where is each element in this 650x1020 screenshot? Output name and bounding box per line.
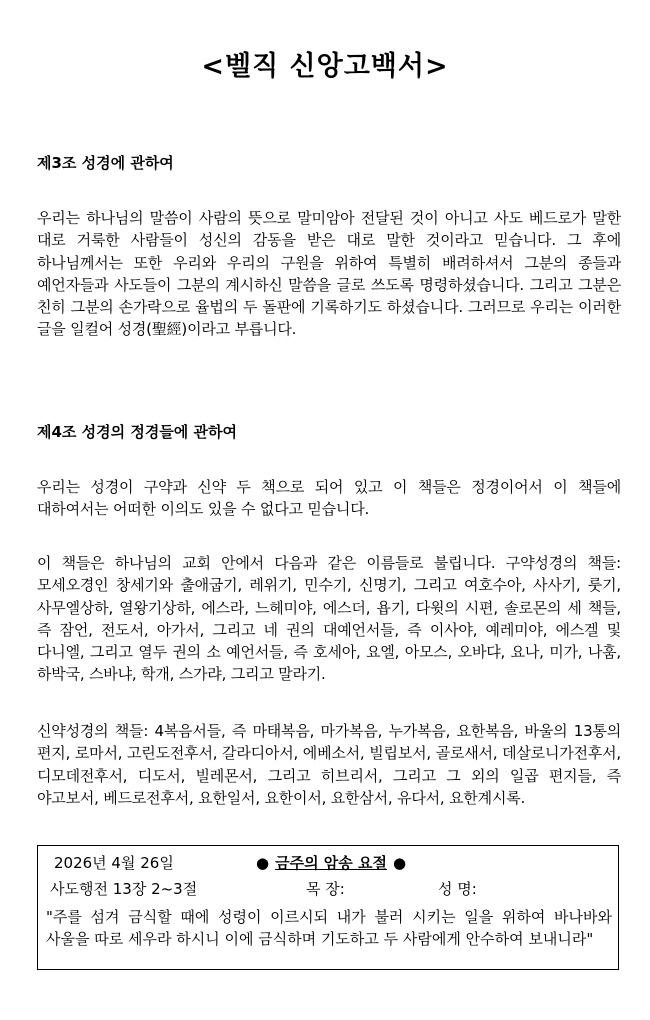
page-title: <벨직 신앙고백서> — [201, 51, 449, 82]
memo-date: 2026년 4월 26일 — [54, 854, 174, 872]
bullet-icon: ● — [256, 854, 270, 872]
memory-verse-box — [37, 845, 619, 970]
bullet-icon: ● — [392, 854, 407, 872]
memo-pastor-label: 목 장: — [306, 880, 345, 898]
article3-heading: 제3조 성경에 관하여 — [37, 154, 174, 172]
article4-paragraph-3: 신약성경의 책들: 4복음서들, 즉 마태복음, 마가복음, 누가복음, 요한복음, 바울의 13통의 편지, 로마서, 고린도전후서, 갈라디아서, 에베소서, 빌립보서, 골로새서, 데살로니가전후서, 디모데전후서, 디도서, 빌레몬서, 그리고 히브리서, 그리고 그 외의 일곱 편지들, 즉 야고보서, 베드로전후서, 요한일서, 요한이서, 요한삼서, 유다서, 요한계시록. — [37, 722, 621, 807]
memo-title-text: 금주의 암송 요절 — [275, 854, 387, 872]
memo-name-label: 성 명: — [438, 880, 477, 898]
article4-heading: 제4조 성경의 정경들에 관하여 — [37, 423, 237, 441]
article4-paragraph-2: 이 책들은 하나님의 교회 안에서 다음과 같은 이름들로 불립니다. 구약성경의 책들: 모세오경인 창세기와 출애굽기, 레위기, 민수기, 신명기, 그리고 여호수아, 사사기, 룻기, 사무엘상하, 열왕기상하, 에스라, 느헤미야, 에스더, 욥기, 다윗의 시편, 솔로몬의 세 책들, 즉 잠언, 전도서, 아가서, 그리고 네 권의 대예언서들, 즉 이사야, 예레미야, 에스겔 및 다니엘, 그리고 열두 권의 소 예언서들, 즉 호세아, 요엘, 아모스, 오바댜, 요나, 미가, 나훔, 하박국, 스바냐, 학개, 스가랴, 그리고 말라기. — [37, 554, 621, 684]
article3-paragraph: 우리는 하나님의 말씀이 사람의 뜻으로 말미암아 전달된 것이 아니고 사도 베드로가 말한 대로 거룩한 사람들이 성신의 감동을 받은 대로 말한 것이라고 믿습니다. 그 후에 하나님께서는 또한 우리와 우리의 구원을 위하여 특별히 배려하셔서 그분의 종들과 예언자들과 사도들이 그분의 계시하신 말씀을 글로 쓰도록 명령하셨습니다. 그리고 그분은 친히 그분의 손가락으로 율법의 두 돌판에 기록하기도 하셨습니다. 그러므로 우리는 이러한 글을 일컬어 성경(聖經)이라고 부릅니다. — [37, 209, 621, 339]
memo-reference: 사도행전 13장 2~3절 — [50, 880, 198, 898]
memo-title — [256, 852, 406, 873]
article4-paragraph-1: 우리는 성경이 구약과 신약 두 책으로 되어 있고 이 책들은 정경이어서 이 책들에 대하여서는 어떠한 이의도 있을 수 없다고 믿습니다. — [37, 478, 621, 519]
memo-header-row — [38, 850, 618, 872]
memo-verse: "주를 섬겨 금식할 때에 성령이 이르시되 내가 불러 시키는 일을 위하여 바나바와 사울을 따로 세우라 하시니 이에 금식하며 기도하고 두 사람에게 안수하여 보내니라" — [46, 908, 612, 949]
